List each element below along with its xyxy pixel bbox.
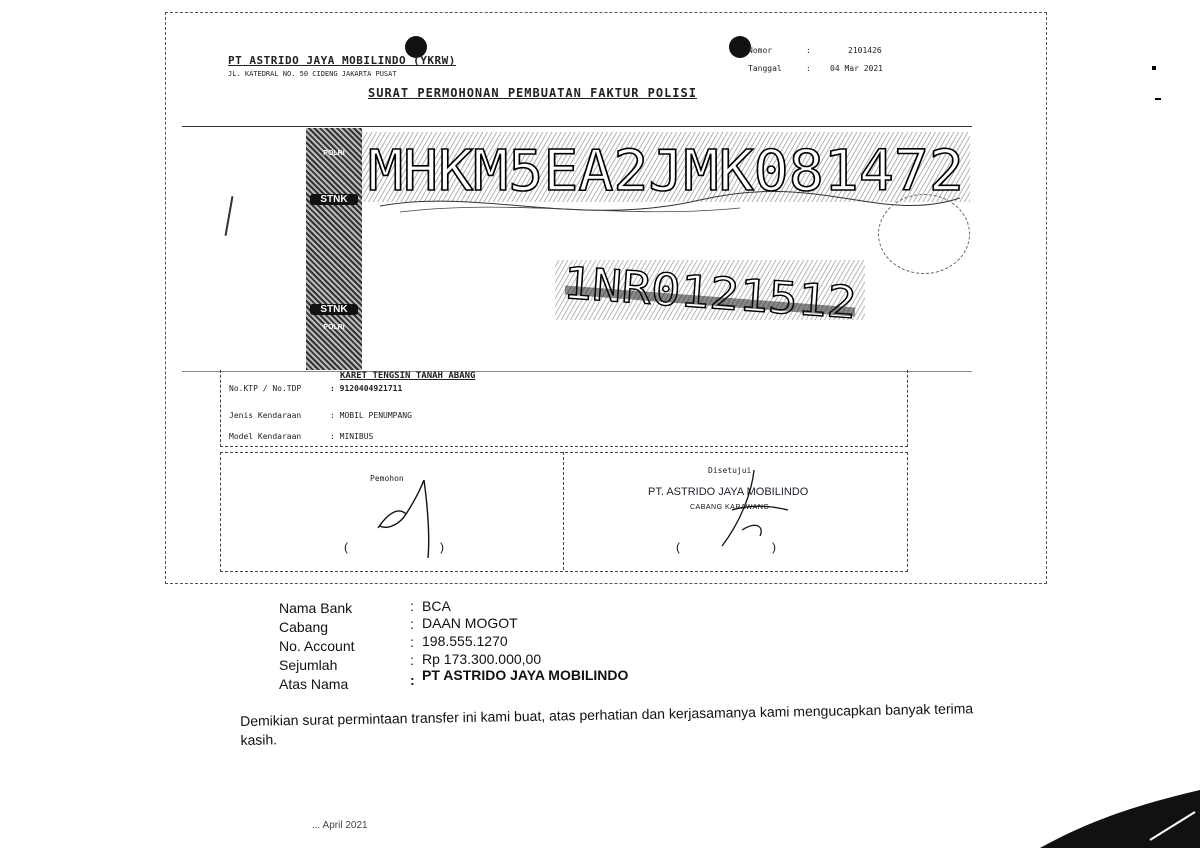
stnk-sub-label: POLRI: [323, 150, 345, 157]
pemohon-label: Pemohon: [370, 474, 404, 483]
model-label: Model Kendaraan: [229, 432, 302, 441]
dealer-location: KARET TENGSIN TANAH ABANG: [340, 371, 476, 381]
jenis-label: Jenis Kendaraan: [229, 411, 302, 420]
pemohon-paren-open: (: [344, 540, 348, 554]
account-label: No. Account: [279, 638, 355, 654]
stnk-label: STNK: [310, 304, 358, 315]
account-holder-label: Atas Nama: [279, 676, 349, 692]
tanggal-label: Tanggal: [748, 64, 782, 73]
branch-value: DAAN MOGOT: [422, 615, 518, 631]
account-holder-value: PT ASTRIDO JAYA MOBILINDO: [422, 667, 629, 683]
tanggal-separator: :: [806, 64, 811, 73]
chassis-number: MHKM5EA2JMK081472: [368, 139, 964, 204]
company-header: PT ASTRIDO JAYA MOBILINDO (YKRW): [228, 54, 456, 67]
page-corner-shadow: [1030, 780, 1200, 848]
bank-colon: :: [410, 652, 414, 668]
scan-speck: [1155, 98, 1161, 100]
footer-date: ... April 2021: [312, 820, 368, 831]
stnk-sub-label: POLRI: [323, 324, 345, 331]
signature-box: [220, 452, 908, 572]
pemohon-paren-close: ): [440, 540, 444, 554]
nomor-separator: :: [806, 46, 811, 55]
tanggal-value: 04 Mar 2021: [830, 64, 883, 73]
bank-colon: :: [410, 672, 415, 688]
engine-number: 1NR0121512: [561, 257, 830, 328]
stnk-label: STNK: [310, 194, 358, 205]
signature-divider: [563, 452, 564, 570]
nomor-label: Nomor: [748, 46, 773, 55]
form-title: SURAT PERMOHONAN PEMBUATAN FAKTUR POLISI: [368, 86, 697, 100]
amount-value: Rp 173.300.000,00: [422, 651, 542, 667]
chassis-number-rubbing: [360, 128, 970, 218]
branch-label: Cabang: [279, 619, 329, 635]
approval-signature: [712, 470, 792, 550]
engine-number-rubbing: [555, 250, 865, 330]
jenis-value: : MOBIL PENUMPANG: [330, 411, 412, 420]
pemohon-signature: [370, 480, 440, 560]
scan-speck: [1152, 66, 1156, 70]
disetujui-paren-close: ): [772, 540, 776, 554]
closing-paragraph: Demikian surat permintaan transfer ini kami buat, atas perhatian dan kerjasamanya kami mengucapkan banyak terima kasih.: [240, 700, 974, 748]
disetujui-paren-open: (: [676, 540, 680, 554]
ktp-value: : 9120404921711: [330, 384, 403, 393]
bank-colon: :: [410, 634, 414, 650]
model-value: : MINIBUS: [330, 432, 374, 441]
bank-colon: :: [410, 598, 414, 614]
nomor-value: 2101426: [848, 46, 882, 55]
ktp-label: No.KTP / No.TDP: [229, 384, 302, 393]
bank-name-value: BCA: [422, 598, 451, 614]
vehicle-info-box: [220, 370, 908, 447]
bank-colon: :: [410, 616, 414, 632]
company-stamp: PT. ASTRIDO JAYA MOBILINDO: [648, 486, 809, 498]
bank-name-label: Nama Bank: [279, 600, 353, 616]
disetujui-label: Disetujui: [708, 466, 752, 475]
account-value: 198.555.1270: [422, 633, 508, 649]
round-stamp: [878, 194, 970, 274]
branch-stamp: CABANG KARAWANG: [690, 504, 770, 511]
stnk-security-strip: [306, 128, 362, 370]
company-address: JL. KATEDRAL NO. 50 CIDENG JAKARTA PUSAT: [228, 70, 397, 78]
amount-label: Sejumlah: [279, 657, 338, 673]
